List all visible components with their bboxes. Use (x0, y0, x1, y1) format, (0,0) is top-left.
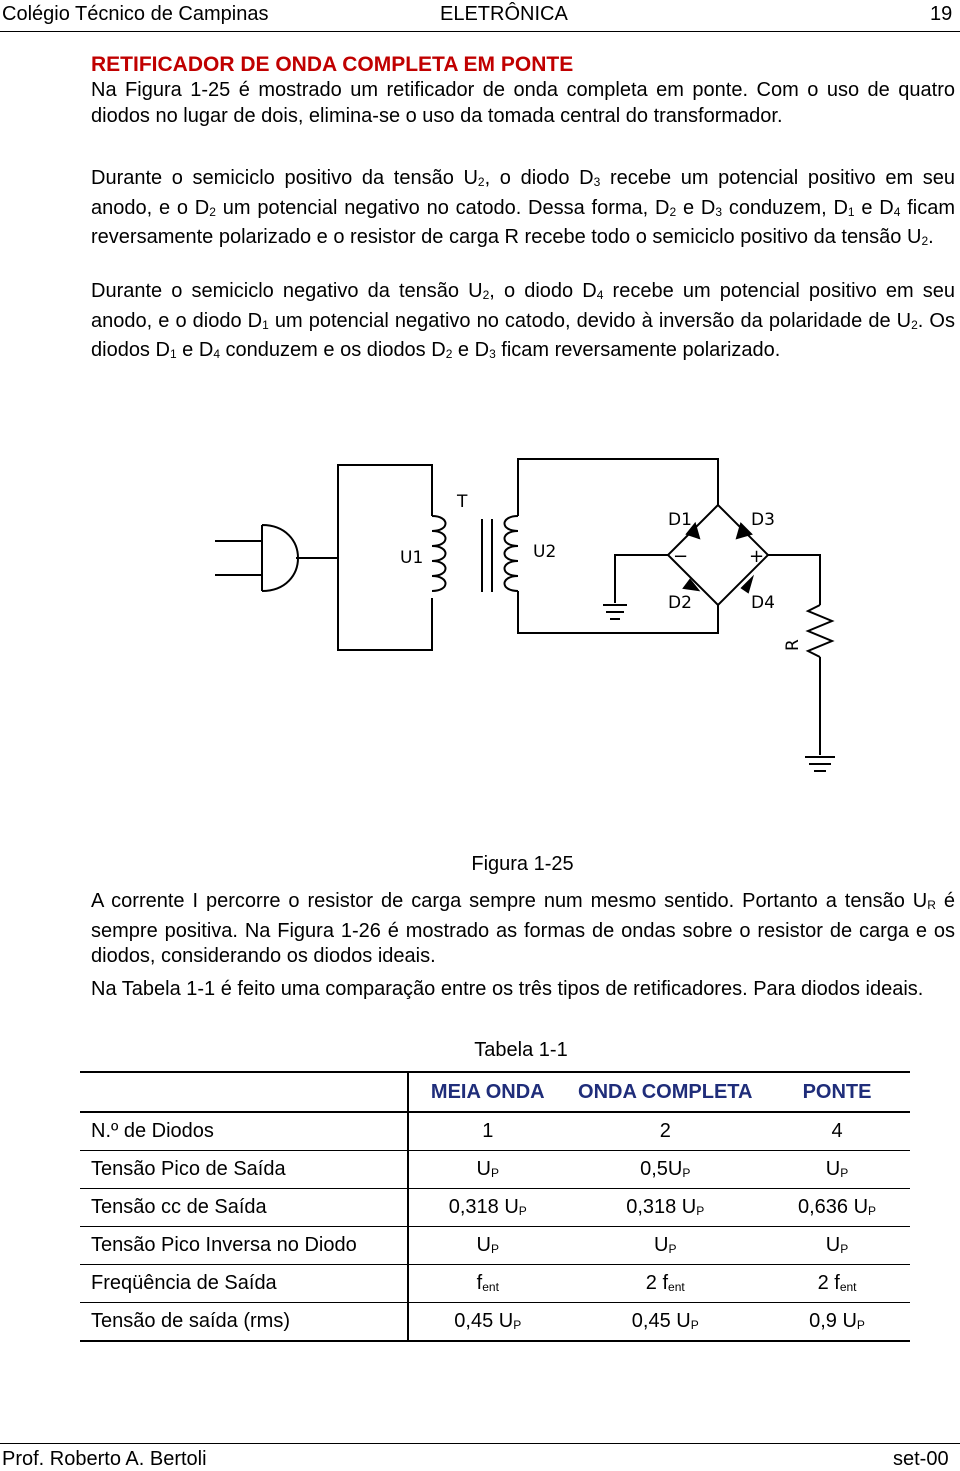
label-minus: − (673, 546, 689, 567)
table-row (80, 1151, 910, 1189)
label-d4: D4 (751, 593, 775, 613)
table-cell: 0,45 $U_P$ (566, 1303, 764, 1342)
table-cell: 4 (764, 1112, 910, 1151)
table-cell: 2 (566, 1112, 764, 1151)
col-header-ponte: PONTE (764, 1072, 910, 1112)
table-cell: 0,636 $U_P$ (764, 1189, 910, 1227)
table-row (80, 1265, 910, 1303)
label-u2: U2 (533, 542, 557, 562)
footer-rule (0, 1443, 960, 1444)
table-cell: $U_P$ (408, 1151, 566, 1189)
label-d1: D1 (668, 510, 692, 530)
table-row (80, 1227, 910, 1265)
footer-author: Prof. Roberto A. Bertoli (2, 1448, 207, 1470)
table-title: Tabela 1-1 (474, 1039, 568, 1061)
label-t: T (457, 492, 468, 512)
row-label: Tensão Pico Inversa no Diodo (80, 1227, 408, 1265)
table-row (80, 1112, 910, 1151)
row-label: N.º de Diodos (80, 1112, 408, 1151)
table-cell: $U_P$ (408, 1227, 566, 1265)
col-header-meia-onda: MEIA ONDA (408, 1072, 566, 1112)
paragraph-1: Na Figura 1-25 é mostrado um retificador de onda completa em ponte. Com o uso de quatro diodos no lugar de dois, elimina-se o uso da tomada central do transformador. (91, 79, 955, 127)
table-cell: 0,9 $U_P$ (764, 1303, 910, 1342)
bridge-rectifier-circuit (200, 455, 840, 785)
table-cell: 2 $f_{ent}$ (764, 1265, 910, 1303)
table-cell: $U_P$ (764, 1151, 910, 1189)
label-plus: + (749, 546, 765, 567)
header-school: Colégio Técnico de Campinas (2, 3, 269, 25)
table-cell: 2 $f_{ent}$ (566, 1265, 764, 1303)
table-row (80, 1303, 910, 1342)
table-row (80, 1189, 910, 1227)
table-cell: 0,318 $U_P$ (566, 1189, 764, 1227)
paragraph-5: Na Tabela 1-1 é feito uma comparação entre os três tipos de retificadores. Para diodos ideais. (91, 978, 924, 1000)
paragraph-4: A corrente I percorre o resistor de carga sempre num mesmo sentido. Portanto a tensão $U_R$ é sempre positiva. Na Figura 1-26 é mostrado as formas de ondas sobre o resistor de carga e os diodos, considerando os diodos ideais. (91, 890, 955, 967)
table-cell: $U_P$ (764, 1227, 910, 1265)
table-cell: $0,5U_P$ (566, 1151, 764, 1189)
footer-date: set-00 (893, 1448, 949, 1470)
header-rule (0, 31, 960, 32)
row-label: Tensão Pico de Saída (80, 1151, 408, 1189)
row-label: Tensão de saída (rms) (80, 1303, 408, 1342)
table-cell: 1 (408, 1112, 566, 1151)
row-label: Tensão cc de Saída (80, 1189, 408, 1227)
paragraph-2: Durante o semiciclo positivo da tensão $U_2$, o diodo $D_3$ recebe um potencial positivo em seu anodo, e o $D_2$ um potencial negativo no catodo. Dessa forma, $D_2$ e $D_3$ conduzem, $D_1$ e $D_4$ ficam reversamente polarizado e o resistor de carga R recebe todo o semiciclo positivo da tensão $U_2$. (91, 167, 956, 248)
header-subject: ELETRÔNICA (440, 3, 568, 25)
label-u1: U1 (400, 548, 424, 568)
figure-caption: Figura 1-25 (471, 853, 574, 875)
label-r: R (783, 639, 803, 651)
section-title: RETIFICADOR DE ONDA COMPLETA EM PONTE (91, 53, 574, 76)
table-cell: $U_P$ (566, 1227, 764, 1265)
label-d2: D2 (668, 593, 692, 613)
paragraph-3: Durante o semiciclo negativo da tensão $U_2$, o diodo $D_4$ recebe um potencial positivo em seu anodo, e o diodo $D_1$ um potencial negativo no catodo, devido à inversão da polaridade de $U_2$. Os diodos $D_1$ e $D_4$ conduzem e os diodos $D_2$ e $D_3$ ficam reversamente polarizado. (91, 280, 955, 361)
page-header (0, 0, 960, 30)
table-cell: 0,318 $U_P$ (408, 1189, 566, 1227)
table-cell: $f_{ent}$ (408, 1265, 566, 1303)
label-d3: D3 (751, 510, 775, 530)
table-header-row (80, 1072, 910, 1112)
row-label: Freqüência de Saída (80, 1265, 408, 1303)
table-cell: 0,45 $U_P$ (408, 1303, 566, 1342)
page-number: 19 (930, 3, 953, 25)
col-header-onda-completa: ONDA COMPLETA (566, 1072, 764, 1112)
rectifier-comparison-table (80, 1071, 910, 1342)
